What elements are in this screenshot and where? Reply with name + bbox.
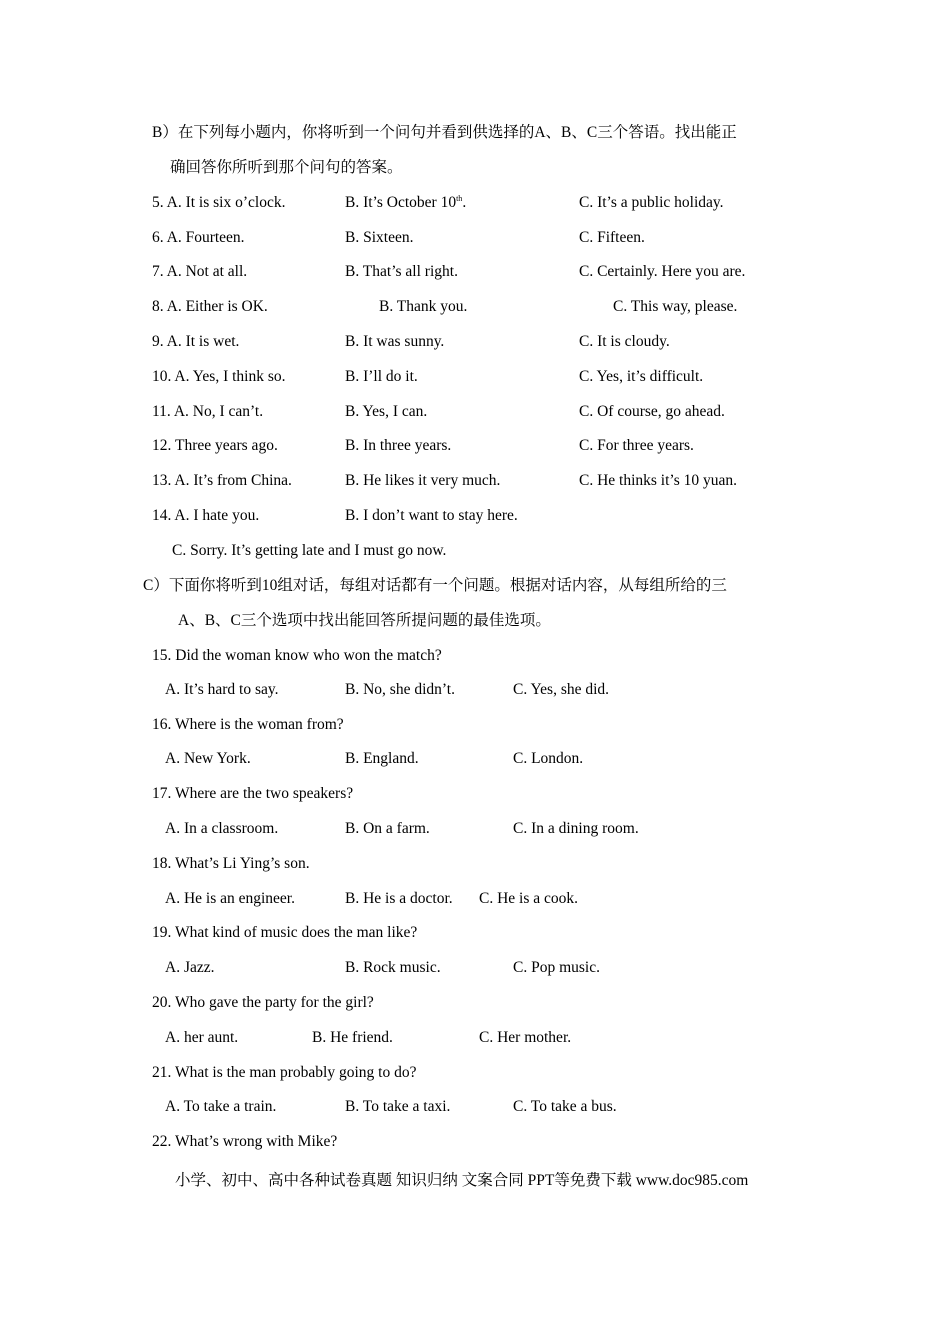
option-c: C. To take a bus. — [513, 1098, 617, 1115]
option-a: 11. A. No, I can’t. — [152, 403, 264, 420]
option-c: C. Yes, she did. — [513, 681, 610, 698]
option-a: 13. A. It’s from China. — [152, 472, 292, 489]
option-b: B. He friend. — [312, 1029, 393, 1046]
option-a: A. New York. — [165, 750, 251, 767]
option-c: C. Of course, go ahead. — [579, 403, 725, 420]
option-c: C. London. — [513, 750, 584, 767]
question-text: 20. Who gave the party for the girl? — [152, 994, 374, 1011]
option-c: C. Her mother. — [479, 1029, 572, 1046]
option-a: A. her aunt. — [165, 1029, 239, 1046]
option-a: 6. A. Fourteen. — [152, 229, 245, 246]
option-c: C. Fifteen. — [579, 229, 645, 246]
option-b: B. Yes, I can. — [345, 403, 428, 420]
question-text: 17. Where are the two speakers? — [152, 785, 354, 802]
page-footer: 小学、初中、高中各种试卷真题 知识归纳 文案合同 PPT等免费下载 www.doc985.com — [175, 1172, 749, 1189]
question-text: 15. Did the woman know who won the match? — [152, 647, 442, 664]
option-b: B. It’s October 10th. — [345, 194, 467, 211]
option-b: B. Rock music. — [345, 959, 441, 976]
option-b: B. That’s all right. — [345, 263, 458, 280]
option-c: C. It’s a public holiday. — [579, 194, 724, 211]
option-b: B. Thank you. — [379, 298, 468, 315]
option-b: B. I don’t want to stay here. — [345, 507, 518, 524]
option-a: 10. A. Yes, I think so. — [152, 368, 286, 385]
question-text: 22. What’s wrong with Mike? — [152, 1133, 338, 1150]
option-a: 12. Three years ago. — [152, 437, 278, 454]
question-text: 19. What kind of music does the man like? — [152, 924, 418, 941]
option-b: B. In three years. — [345, 437, 452, 454]
option-c: C. It is cloudy. — [579, 333, 670, 350]
option-b: B. It was sunny. — [345, 333, 445, 350]
section-b-instruction-2: 确回答你所听到那个问句的答案。 — [170, 159, 403, 176]
option-c: C. He thinks it’s 10 yuan. — [579, 472, 738, 489]
option-c: C. This way, please. — [613, 298, 738, 315]
option-a: 14. A. I hate you. — [152, 507, 260, 524]
option-a: A. He is an engineer. — [165, 890, 295, 907]
option-c: C. He is a cook. — [479, 890, 579, 907]
option-c: C. For three years. — [579, 437, 694, 454]
option-b: B. I’ll do it. — [345, 368, 418, 385]
option-b: B. On a farm. — [345, 820, 430, 837]
option-b: B. He is a doctor. — [345, 890, 453, 907]
option-c: C. Certainly. Here you are. — [579, 263, 746, 280]
option-b: B. England. — [345, 750, 419, 767]
option-a: A. In a classroom. — [165, 820, 279, 837]
option-b: B. No, she didn’t. — [345, 681, 455, 698]
question-text: 18. What’s Li Ying’s son. — [152, 855, 310, 872]
option-a: 5. A. It is six o’clock. — [152, 194, 286, 211]
option-c: C. Yes, it’s difficult. — [579, 368, 704, 385]
option-a: 9. A. It is wet. — [152, 333, 240, 350]
option-a: A. To take a train. — [165, 1098, 277, 1115]
option-b: B. To take a taxi. — [345, 1098, 451, 1115]
option-a: A. It’s hard to say. — [165, 681, 279, 698]
section-c-instruction-1: C）下面你将听到10组对话，每组对话都有一个问题。根据对话内容，从每组所给的三 — [143, 577, 727, 594]
section-b-instruction-1: B）在下列每小题内，你将听到一个问句并看到供选择的A、B、C三个答语。找出能正 — [152, 124, 737, 141]
section-c-instruction-2: A、B、C三个选项中找出能回答所提问题的最佳选项。 — [178, 612, 551, 629]
question-text: 16. Where is the woman from? — [152, 716, 344, 733]
option-c: C. Pop music. — [513, 959, 600, 976]
option-c: C. Sorry. It’s getting late and I must go now. — [172, 542, 447, 559]
superscript: th — [456, 194, 463, 203]
option-b: B. Sixteen. — [345, 229, 414, 246]
option-a: 8. A. Either is OK. — [152, 298, 268, 315]
option-b: B. He likes it very much. — [345, 472, 501, 489]
option-a: A. Jazz. — [165, 959, 215, 976]
option-c: C. In a dining room. — [513, 820, 639, 837]
question-text: 21. What is the man probably going to do? — [152, 1064, 417, 1081]
option-a: 7. A. Not at all. — [152, 263, 248, 280]
